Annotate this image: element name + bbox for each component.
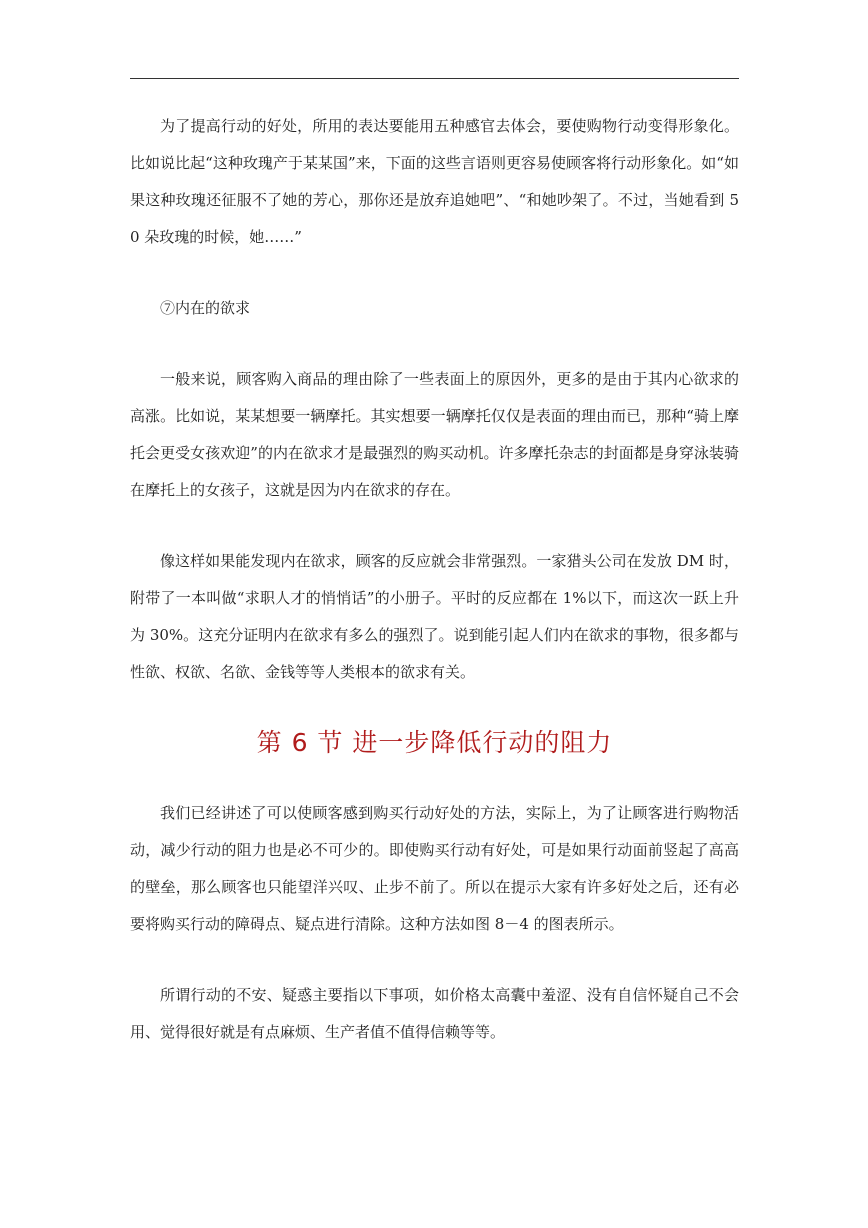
paragraph-headhunter-example: 像这样如果能发现内在欲求，顾客的反应就会非常强烈。一家猎头公司在发放 DM 时，附带了一本叫做“求职人才的悄悄话”的小册子。平时的反应都在 1%以下，而这次一跃上升为 30%。这充分证明内在欲求有多么的强烈了。说到能引起人们内在欲求的事物，很多都与性欲、权欲、名欲、金钱等等人类根本的欲求有关。 (130, 552, 739, 681)
paragraph-gap (130, 327, 739, 361)
section-heading: 第 6 节 进一步降低行动的阻力 (256, 728, 613, 757)
paragraph-inner-desire: 一般来说，顾客购入商品的理由除了一些表面上的原因外，更多的是由于其内心欲求的高涨。比如说，某某想要一辆摩托。其实想要一辆摩托仅仅是表面的理由而已，那种“骑上摩托会更受女孩欢迎”的内在欲求才是最强烈的购买动机。许多摩托杂志的封面都是身穿泳装骑在摩托上的女孩子，这就是因为内在欲求的存在。 (130, 370, 739, 499)
paragraph-gap (130, 943, 739, 977)
page-body (130, 108, 739, 1051)
paragraph-reduce-resistance: 我们已经讲述了可以使顾客感到购买行动好处的方法，实际上，为了让顾客进行购物活动，减少行动的阻力也是必不可少的。即使购买行动有好处，可是如果行动面前竖起了高高的壁垒，那么顾客也只能望洋兴叹、止步不前了。所以在提示大家有许多好处之后，还有必要将购买行动的障碍点、疑点进行清除。这种方法如图 8－4 的图表所示。 (130, 804, 739, 933)
paragraph-sensory-expression: 为了提高行动的好处，所用的表达要能用五种感官去体会，要使购物行动变得形象化。比如说比起“这种玫瑰产于某某国”来，下面的这些言语则更容易使顾客将行动形象化。如“如果这种玫瑰还征服不了她的芳心，那你还是放弃追她吧”、“和她吵架了。不过，当她看到 50 朵玫瑰的时候，她……” (130, 117, 739, 246)
paragraph-gap (130, 256, 739, 290)
paragraph-anxieties: 所谓行动的不安、疑惑主要指以下事项，如价格太高囊中羞涩、没有自信怀疑自己不会用、觉得很好就是有点麻烦、生产者值不值得信赖等等。 (130, 986, 739, 1041)
header-rule (130, 78, 739, 79)
subheading-inner-desire: ⑦内在的欲求 (160, 299, 251, 317)
paragraph-gap (130, 691, 739, 723)
paragraph-gap (130, 763, 739, 795)
paragraph-gap (130, 509, 739, 543)
